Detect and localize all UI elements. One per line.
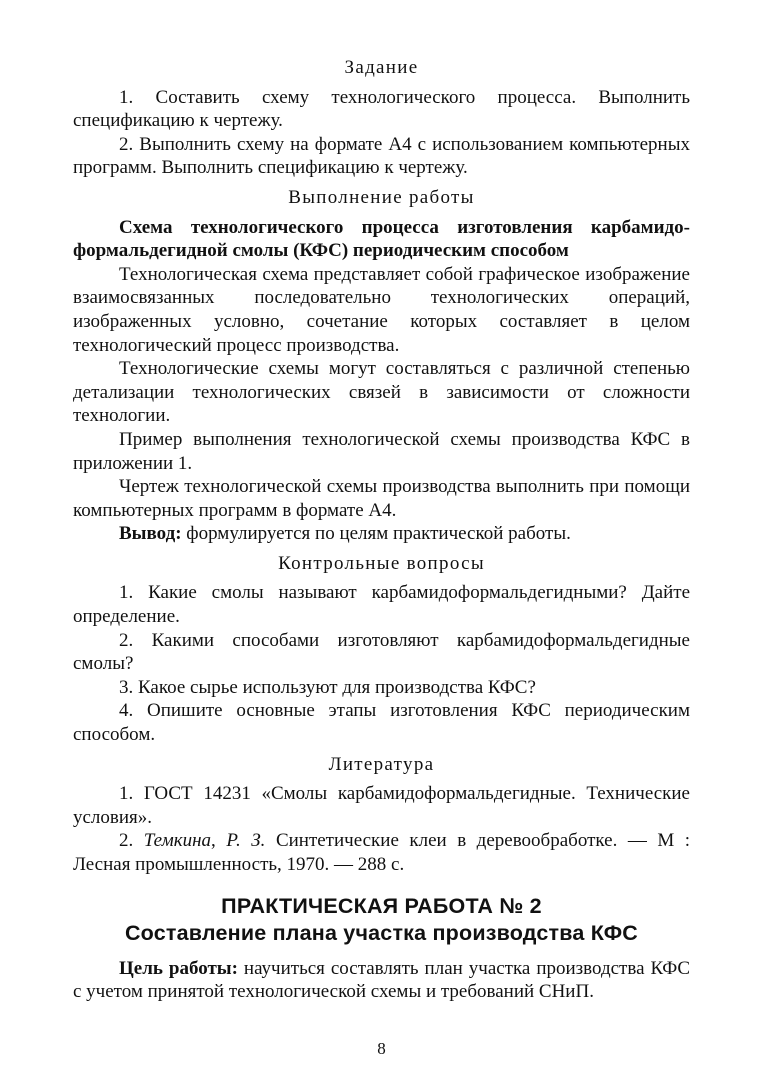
practical-title: ПРАКТИЧЕСКАЯ РАБОТА № 2 xyxy=(221,893,542,918)
literature-heading: Литература xyxy=(328,753,435,775)
page-content xyxy=(73,56,690,1004)
execution-paragraph: Технологические схемы могут составляться с различной степенью детализации технологических связей в зависимости от сложности технологии. xyxy=(73,358,690,427)
execution-paragraph: Пример выполнения технологической схемы производства КФС в приложении 1. xyxy=(73,428,690,474)
task-heading: Задание xyxy=(344,57,419,78)
literature-item: 1. ГОСТ 14231 «Смолы карбамидоформальдегидные. Технические условия». xyxy=(73,783,690,828)
literature-item-number: 2. xyxy=(119,830,144,852)
goal-text: научиться составлять план участка производства КФС с учетом принятой технологической схемы и требований СНиП. xyxy=(73,957,690,1003)
execution-heading: Выполнение работы xyxy=(288,186,475,208)
question-item: 1. Какие смолы называют карбамидоформальдегидными? Дайте определение. xyxy=(73,582,690,628)
literature-separator: , xyxy=(211,830,227,852)
execution-paragraph: Технологическая схема представляет собой графическое изображение взаимосвязанных последовательно технологических операций, изображенных условно, сочетание которых составляет в целом технологический процесс производства. xyxy=(73,263,690,356)
literature-item xyxy=(73,829,690,876)
execution-paragraph: Чертеж технологической схемы производства выполнить при помощи компьютерных программ в формате А4. xyxy=(73,476,690,521)
goal-label: Цель работы: xyxy=(119,957,238,979)
literature-author: Темкина xyxy=(143,830,212,852)
task-item: 2. Выполнить схему на формате А4 с использованием компьютерных программ. Выполнить спецификацию к чертежу. xyxy=(73,133,690,179)
conclusion-text: формулируется по целям практической работы. xyxy=(181,523,571,545)
question-item: 3. Какое сырье используют для производства КФС? xyxy=(119,676,536,698)
execution-subtitle: Схема технологического процесса изготовления карбамидоформальдегидной смолы (КФС) периодическим способом xyxy=(73,216,690,262)
goal xyxy=(73,957,690,1004)
conclusion-label: Вывод: xyxy=(119,523,182,545)
question-item: 2. Какими способами изготовляют карбамидоформальдегидные смолы? xyxy=(73,629,690,675)
literature-initials: Р. З. xyxy=(226,830,266,852)
question-item: 4. Опишите основные этапы изготовления КФС периодическим способом. xyxy=(73,700,690,746)
page-number: 8 xyxy=(377,1039,386,1058)
practical-subtitle: Составление плана участка производства КФС xyxy=(124,920,639,945)
questions-heading: Контрольные вопросы xyxy=(278,552,485,574)
literature-text: Синтетические клеи в деревообработке. — М : Лесная промышленность, 1970. — 288 с. xyxy=(73,830,691,875)
conclusion xyxy=(73,522,690,546)
task-item: 1. Составить схему технологического процесса. Выполнить спецификацию к чертежу. xyxy=(73,86,690,132)
